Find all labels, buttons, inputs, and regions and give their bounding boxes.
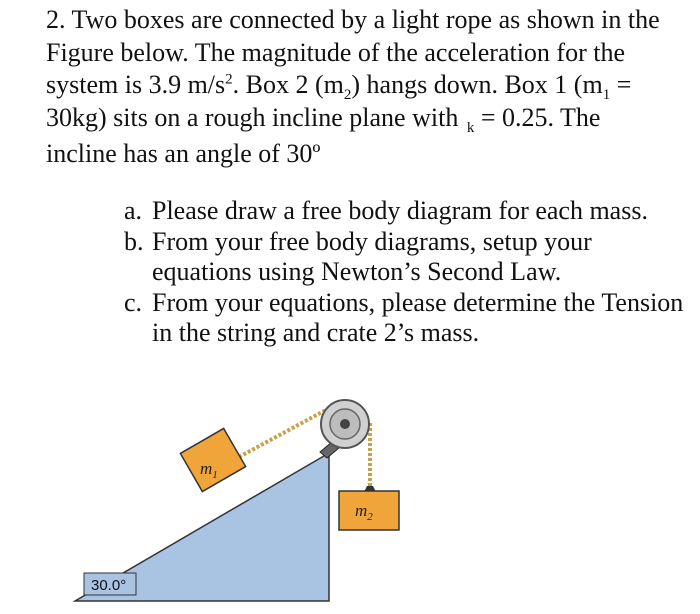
question-a: a. Please draw a free body diagram for each mass. [124, 196, 648, 225]
problem-line-3: system is 3.9 $m/s^2$. Box 2 $(m_2)$ hangs down. Box 1 ($m_1$ = [46, 70, 632, 104]
question-b: b. From your free body diagrams, setup your equations using Newton’s Second Law. [124, 226, 592, 286]
problem-line-4: 30kg) sits on a rough incline plane with $_k$ = 0.25. The [46, 102, 601, 136]
box2-label: $m_2$ [355, 501, 373, 523]
box1-label: $m_1$ [200, 459, 218, 481]
pulley-axle [340, 419, 350, 429]
box1 [180, 428, 245, 491]
question-c: c. From your equations, please determine the Tension in the string and crate 2’s mass. [124, 287, 684, 347]
angle-label: 30.0° [91, 577, 127, 594]
problem-line-1: 2. Two boxes are connected by a light rope as shown in the [46, 5, 660, 34]
problem-line-2: Figure below. The magnitude of the acceleration for the [46, 37, 626, 67]
rope-incline [239, 405, 335, 457]
problem-line-5: incline has an angle of 30º [46, 139, 321, 168]
problem-number: 2. [46, 5, 66, 34]
